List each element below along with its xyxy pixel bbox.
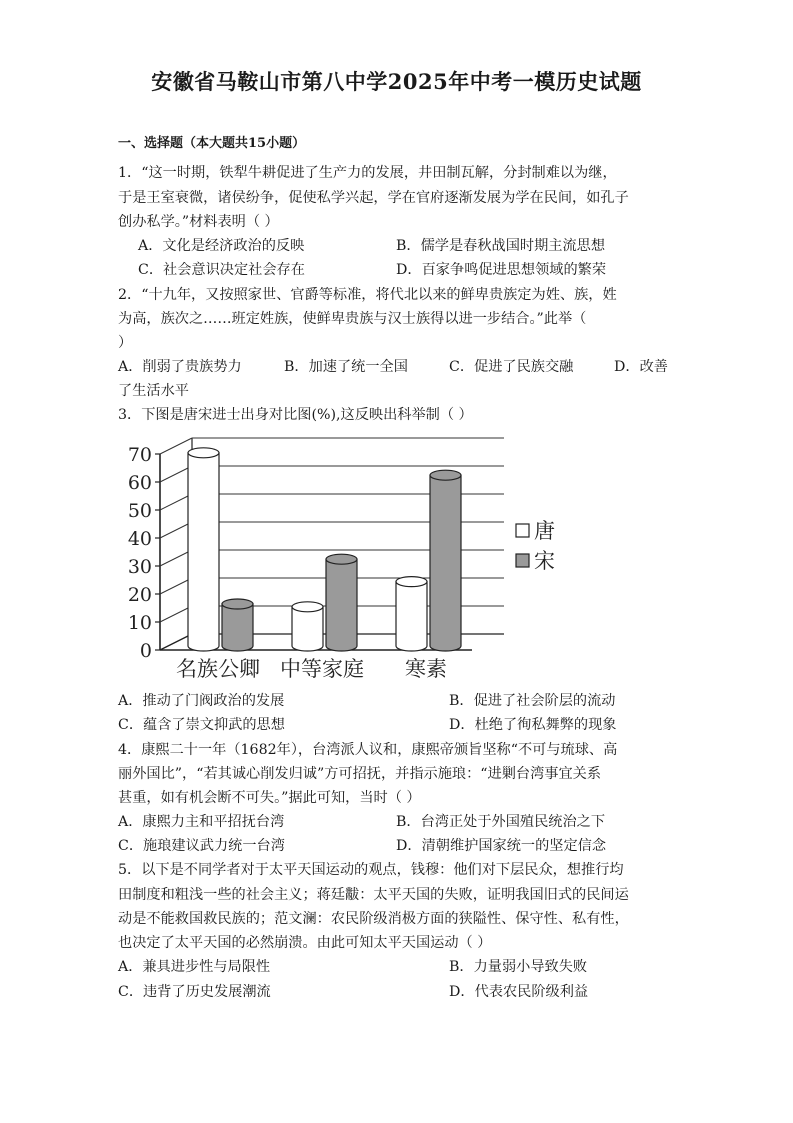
x-category-label: 名族公卿: [176, 657, 260, 681]
q5-option-c[interactable]: C．违背了历史发展潮流: [118, 984, 271, 1000]
q2-option-c[interactable]: C．促进了民族交融: [449, 359, 574, 375]
chart-gridline-side: [160, 438, 192, 454]
legend-label-唐: 唐: [534, 519, 555, 543]
q5-line-3: 动是不能救国救民族的；范文澜：农民阶级消极方面的狭隘性、保守性、私有性，: [118, 911, 629, 927]
bar-唐-名族公卿: [188, 453, 219, 651]
q3-option-b[interactable]: B．促进了社会阶层的流动: [449, 693, 616, 709]
legend-label-宋: 宋: [534, 549, 555, 573]
q5-option-a[interactable]: A．兼具进步性与局限性: [118, 959, 271, 975]
q2-line-2: 为高，族次之……班定姓族，使鲜卑贵族与汉士族得以进一步结合。”此举（: [118, 311, 587, 327]
q2-option-d[interactable]: D．改善: [614, 359, 668, 375]
q5-line-4: 也决定了太平天国的必然崩溃。由此可知太平天国运动（ ）: [118, 935, 492, 951]
y-tick-label: 0: [139, 640, 152, 662]
q4-option-c[interactable]: C．施琅建议武力统一台湾: [118, 838, 285, 854]
y-tick-label: 30: [127, 556, 152, 578]
bar-宋-中等家庭: [326, 559, 357, 651]
y-tick-label: 40: [127, 528, 152, 550]
bar-top-唐-寒素: [396, 577, 427, 587]
chart-gridline-side: [160, 550, 192, 566]
q5-option-d[interactable]: D．代表农民阶级利益: [449, 984, 589, 1000]
q1-line-3: 创办私学。”材料表明（ ）: [118, 214, 279, 230]
legend-swatch-宋: [516, 554, 529, 567]
bar-宋-名族公卿: [222, 604, 253, 651]
bar-top-宋-名族公卿: [222, 599, 253, 609]
q1-option-a[interactable]: A．文化是经济政治的反映: [138, 238, 305, 254]
q2-line-1: 2．“十九年，又按照家世、官爵等标准，将代北以来的鲜卑贵族定为姓、族，姓: [118, 287, 617, 303]
q4-line-1: 4．康熙二十一年（1682年），台湾派人议和，康熙帝颁旨坚称“不可与琉球、高: [118, 742, 618, 758]
q4-option-a[interactable]: A．康熙力主和平招抚台湾: [118, 814, 285, 830]
section-heading: 一、选择题（本大题共15小题）: [118, 136, 306, 151]
chart-floor-edge: [160, 634, 192, 650]
y-tick-label: 60: [127, 472, 152, 494]
q2-option-b[interactable]: B．加速了统一全国: [284, 359, 408, 375]
chart-gridline-side: [160, 578, 192, 594]
q5-option-b[interactable]: B．力量弱小导致失败: [449, 959, 588, 975]
y-tick-label: 20: [127, 584, 152, 606]
q1-line-2: 于是王室衰微，诸侯纷争，促使私学兴起，学在官府逐渐发展为学在民间，如孔子: [118, 190, 629, 206]
q1-option-d[interactable]: D．百家争鸣促进思想领域的繁荣: [396, 262, 607, 278]
y-tick-label: 10: [127, 612, 152, 634]
q4-option-b[interactable]: B．台湾正处于外国殖民统治之下: [396, 814, 606, 830]
bar-top-唐-名族公卿: [188, 448, 219, 458]
q1-option-c[interactable]: C．社会意识决定社会存在: [138, 262, 305, 278]
q5-line-1: 5．以下是不同学者对于太平天国运动的观点，钱穆：他们对下层民众，想推行均: [118, 862, 624, 878]
jinshi-background-bar-chart: [118, 428, 578, 690]
q3-stem: 3．下图是唐宋进士出身对比图(%),这反映出科举制（ ）: [118, 407, 473, 423]
q4-option-d[interactable]: D．清朝维护国家统一的坚定信念: [396, 838, 607, 854]
chart-gridline-side: [160, 522, 192, 538]
q2-option-a[interactable]: A．削弱了贵族势力: [118, 359, 242, 375]
bar-唐-中等家庭: [292, 607, 323, 651]
y-tick-label: 50: [127, 500, 152, 522]
bar-top-宋-寒素: [430, 470, 461, 480]
chart-gridline-side: [160, 494, 192, 510]
q1-line-1: 1．“这一时期，铁犁牛耕促进了生产力的发展，井田制瓦解，分封制难以为继，: [118, 165, 617, 181]
q5-line-2: 田制度和粗浅一些的社会主义；蒋廷黻：太平天国的失败，证明我国旧式的民间运: [118, 887, 629, 903]
q3-option-d[interactable]: D．杜绝了徇私舞弊的现象: [449, 717, 617, 733]
y-tick-label: 70: [127, 444, 152, 466]
legend-swatch-唐: [516, 524, 529, 537]
x-category-label: 寒素: [405, 657, 447, 681]
x-category-label: 中等家庭: [280, 657, 364, 681]
q3-option-c[interactable]: C．蕴含了崇文抑武的思想: [118, 717, 285, 733]
bar-唐-寒素: [396, 582, 427, 651]
chart-gridline-side: [160, 606, 192, 622]
q1-option-b[interactable]: B．儒学是春秋战国时期主流思想: [396, 238, 606, 254]
q2-option-d-wrap: 了生活水平: [118, 383, 189, 399]
q4-line-2: 丽外国比”，“若其诚心削发归诚”方可招抚，并指示施琅：“进剿台湾事宜关系: [118, 766, 602, 782]
bar-top-宋-中等家庭: [326, 554, 357, 564]
page-title: 安徽省马鞍山市第八中学2025年中考一模历史试题: [151, 69, 642, 94]
q3-option-a[interactable]: A．推动了门阀政治的发展: [118, 693, 285, 709]
q4-line-3: 甚重，如有机会断不可失。”据此可知，当时（ ）: [118, 790, 421, 806]
q2-line-3: ）: [118, 335, 133, 351]
bar-top-唐-中等家庭: [292, 602, 323, 612]
bar-宋-寒素: [430, 475, 461, 651]
chart-gridline-side: [160, 466, 192, 482]
